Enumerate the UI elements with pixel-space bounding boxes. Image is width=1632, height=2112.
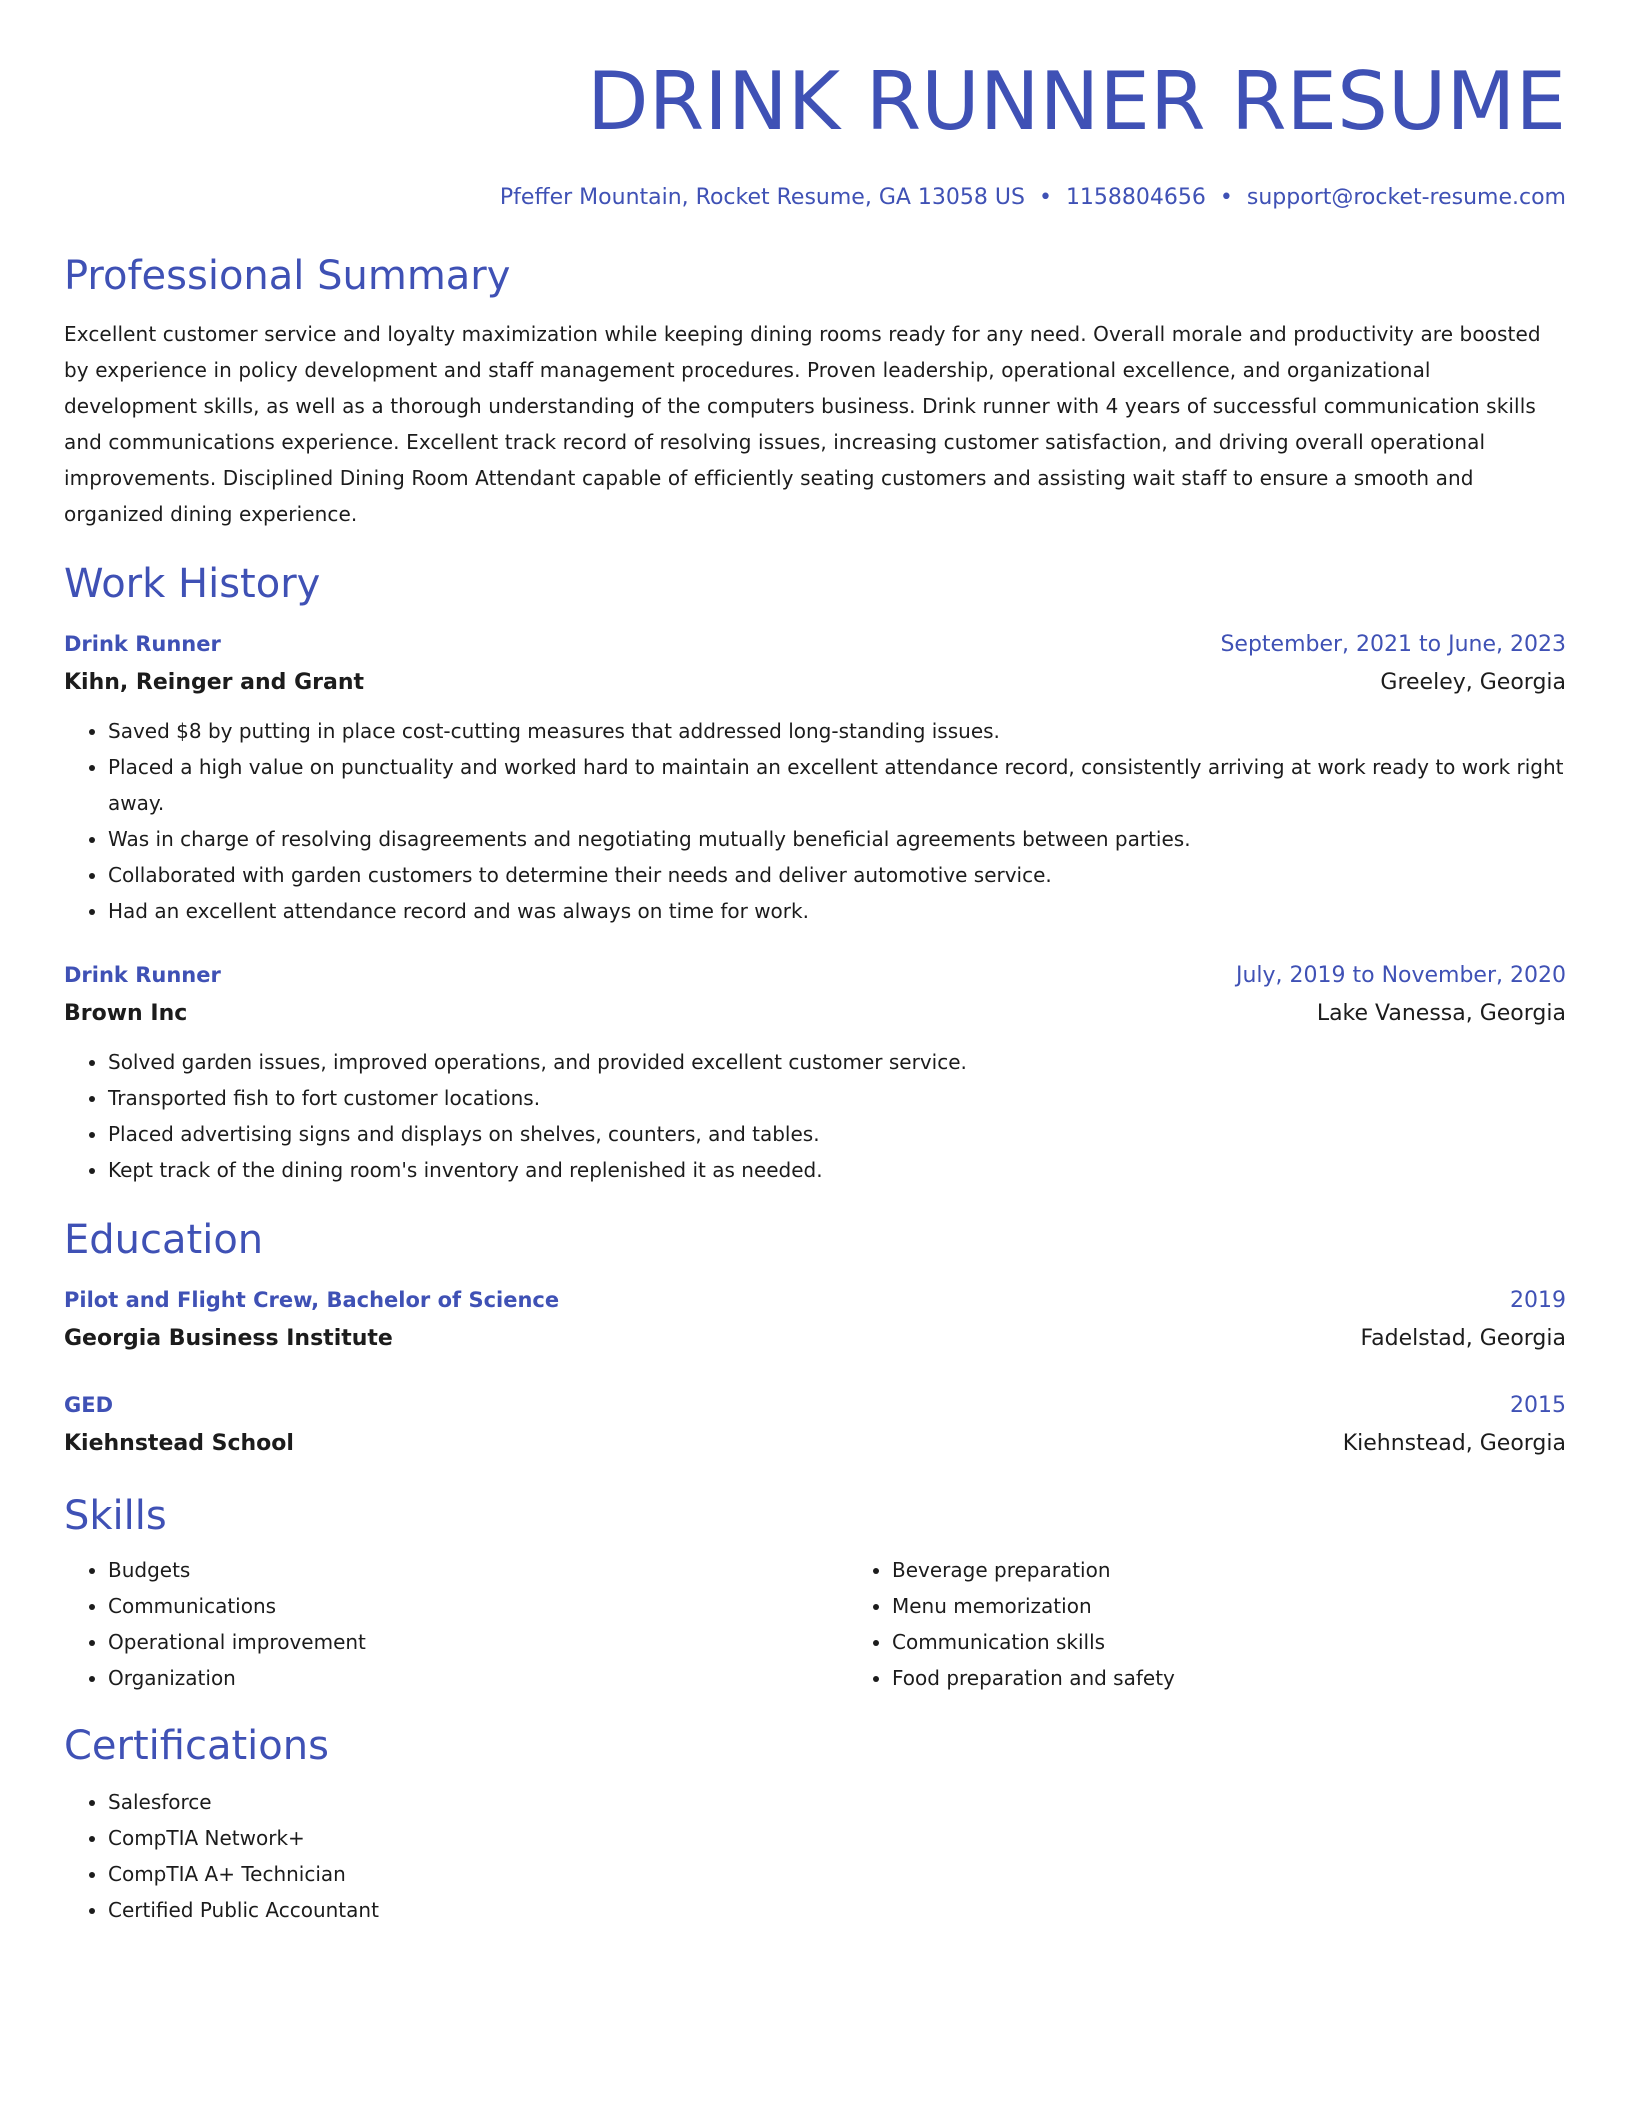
job-bullets [64, 1044, 1566, 1188]
degree-year: 2015 [1510, 1393, 1566, 1418]
job-company: Brown Inc [64, 1001, 188, 1026]
education-heading: Education [64, 1217, 264, 1263]
certifications-heading: Certifications [64, 1723, 329, 1769]
contact-address: Pfeffer Mountain, Rocket Resume, GA 13058 US [499, 185, 1025, 210]
certifications-list [64, 1784, 1566, 1928]
job-bullet: • Saved $8 by putting in place cost-cutting measures that addressed long-standing issues. [108, 713, 1566, 749]
job-bullet: • Solved garden issues, improved operations, and provided excellent customer service. [108, 1044, 1566, 1080]
job-dates: July, 2019 to November, 2020 [1235, 963, 1566, 988]
job-bullet: • Placed a high value on punctuality and worked hard to maintain an excellent attendance record, consistently arriving at work ready to work right away. [108, 749, 1566, 821]
skills-heading: Skills [64, 1493, 167, 1539]
degree-year: 2019 [1510, 1288, 1566, 1313]
certification-item: • CompTIA A+ Technician [108, 1856, 1566, 1892]
skills-column-right [808, 1552, 1492, 1696]
job-title: Drink Runner [64, 632, 221, 656]
job-entry [64, 626, 1566, 929]
degree-title: Pilot and Flight Crew, Bachelor of Science [64, 1288, 560, 1312]
contact-email: support@rocket-resume.com [1246, 185, 1566, 210]
skill-item: • Organization [108, 1660, 808, 1696]
contact-phone: 1158804656 [1065, 185, 1206, 210]
job-bullet: • Transported fish to fort customer locations. [108, 1080, 1566, 1116]
job-location: Greeley, Georgia [1380, 670, 1566, 695]
school-name: Georgia Business Institute [64, 1326, 393, 1351]
skill-item: • Communication skills [892, 1624, 1492, 1660]
job-company: Kihn, Reinger and Grant [64, 670, 365, 695]
summary-heading: Professional Summary [64, 253, 511, 299]
resume-page [64, 0, 1566, 1928]
skills-list [64, 1552, 1566, 1696]
job-title: Drink Runner [64, 963, 221, 987]
skill-item: • Budgets [108, 1552, 808, 1588]
skills-column-left [64, 1552, 808, 1696]
certification-item: • Certified Public Accountant [108, 1892, 1566, 1928]
job-location: Lake Vanessa, Georgia [1316, 1001, 1566, 1026]
job-bullet: • Collaborated with garden customers to determine their needs and deliver automotive service. [108, 857, 1566, 893]
certification-item: • CompTIA Network+ [108, 1820, 1566, 1856]
skill-item: • Operational improvement [108, 1624, 808, 1660]
job-dates: September, 2021 to June, 2023 [1220, 632, 1566, 657]
skill-item: • Beverage preparation [892, 1552, 1492, 1588]
contact-line [64, 182, 1566, 214]
skill-item: • Menu memorization [892, 1588, 1492, 1624]
degree-title: GED [64, 1393, 114, 1417]
job-bullet: • Placed advertising signs and displays on shelves, counters, and tables. [108, 1116, 1566, 1152]
job-bullet: • Kept track of the dining room's inventory and replenished it as needed. [108, 1152, 1566, 1188]
job-bullet: • Was in charge of resolving disagreements and negotiating mutually beneficial agreements between parties. [108, 821, 1566, 857]
job-bullets [64, 713, 1566, 929]
school-location: Fadelstad, Georgia [1360, 1326, 1566, 1351]
job-bullet: • Had an excellent attendance record and was always on time for work. [108, 893, 1566, 929]
skill-item: • Food preparation and safety [892, 1660, 1492, 1696]
education-entry [64, 1387, 1566, 1464]
school-location: Kiehnstead, Georgia [1342, 1431, 1566, 1456]
contact-separator: • [1038, 185, 1052, 210]
job-entry [64, 957, 1566, 1188]
education-entry [64, 1282, 1566, 1359]
work-history-heading: Work History [64, 561, 321, 607]
resume-title: DRINK RUNNER RESUME [587, 55, 1566, 148]
certification-item: • Salesforce [108, 1784, 1566, 1820]
summary-text: Excellent customer service and loyalty maximization while keeping dining rooms ready for any need. Overall morale and productivity are boosted by experience in policy development and staff management procedures. Proven leadership, operational excellence, and organizational development skills, as well as a thorough understanding of the computers business. Drink runner with 4 years of successful communication skills and communications experience. Excellent track record of resolving issues, increasing customer satisfaction, and driving overall operational improvements. Disciplined Dining Room Attendant capable of efficiently seating customers and assisting wait staff to ensure a smooth and organized dining experience. [64, 322, 1541, 526]
school-name: Kiehnstead School [64, 1431, 294, 1456]
skill-item: • Communications [108, 1588, 808, 1624]
contact-separator: • [1219, 185, 1233, 210]
